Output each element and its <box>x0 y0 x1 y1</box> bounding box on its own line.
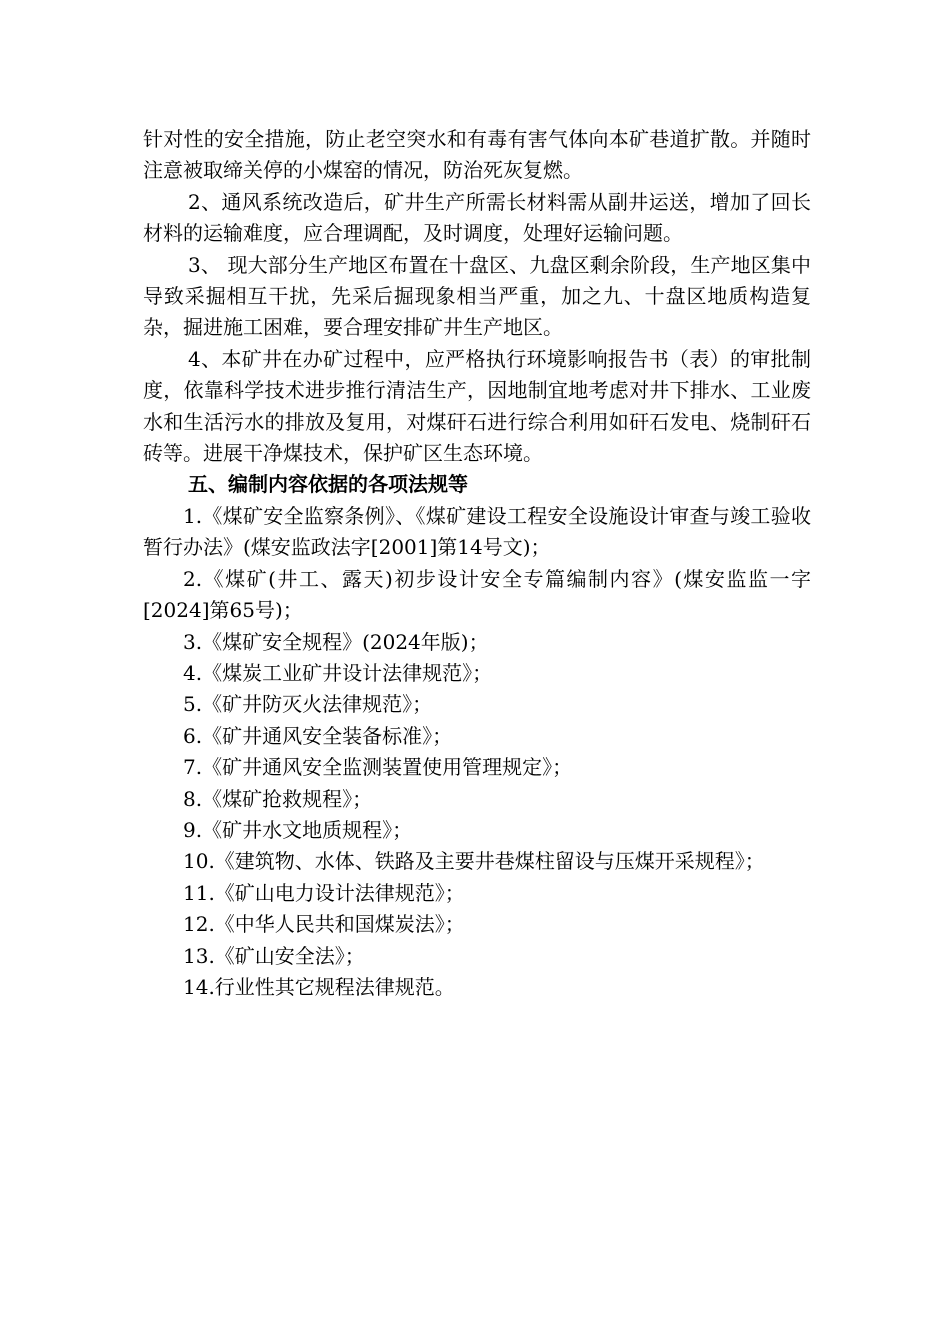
regulation-item: 3.《煤矿安全规程》(2024年版)； <box>183 629 489 654</box>
regulation-item: 10.《建筑物、水体、铁路及主要井巷煤柱留设与压煤开采规程》； <box>183 849 765 874</box>
regulation-item: 6.《矿井通风安全装备标准》； <box>183 723 453 748</box>
regulation-item: 1.《煤矿安全监察条例》、《煤矿建设工程安全设施设计审查与竣工验收暂行办法》(煤安监政法字[2001]第14号文)； <box>143 503 811 560</box>
regulation-item: 8.《煤矿抢救规程》； <box>183 786 373 811</box>
paragraph-item-4: 4、本矿井在办矿过程中，应严格执行环境影响报告书（表）的审批制度，依靠科学技术进步推行清洁生产，因地制宜地考虑对井下排水、工业废水和生活污水的排放及复用，对煤矸石进行综合利用如矸石发电、烧制矸石砖等。进展干净煤技术，保护矿区生态环境。 <box>143 346 811 466</box>
regulation-item: 4.《煤炭工业矿井设计法律规范》； <box>183 660 493 685</box>
paragraph-continued: 针对性的安全措施，防止老空突水和有毒有害气体向本矿巷道扩散。并随时注意被取缔关停的小煤窑的情况，防治死灰复燃。 <box>143 127 811 183</box>
document-body <box>143 124 811 1003</box>
paragraph-item-2: 2、通风系统改造后，矿井生产所需长材料需从副井运送，增加了回长材料的运输难度，应合理调配，及时调度，处理好运输问题。 <box>143 189 811 246</box>
section-heading: 五、编制内容依据的各项法规等 <box>188 472 468 497</box>
regulation-item: 2.《煤矿(井工、露天)初步设计安全专篇编制内容》(煤安监监一字[2024]第65号)； <box>143 566 811 623</box>
regulation-item: 14.行业性其它规程法律规范。 <box>183 974 455 999</box>
regulation-item: 7.《矿井通风安全监测装置使用管理规定》； <box>183 755 573 780</box>
regulation-item: 11.《矿山电力设计法律规范》； <box>183 880 465 905</box>
paragraph-item-3: 3、 现大部分生产地区布置在十盘区、九盘区剩余阶段，生产地区集中导致采掘相互干扰，先采后掘现象相当严重，加之九、十盘区地质构造复杂，掘进施工困难，要合理安排矿井生产地区。 <box>143 252 811 340</box>
regulation-item: 5.《矿井防灭火法律规范》； <box>183 692 433 717</box>
regulation-item: 9.《矿井水文地质规程》； <box>183 817 413 842</box>
regulation-list <box>143 501 811 1004</box>
regulation-item: 12.《中华人民共和国煤炭法》； <box>183 912 465 937</box>
regulation-item: 13.《矿山安全法》； <box>183 943 365 968</box>
